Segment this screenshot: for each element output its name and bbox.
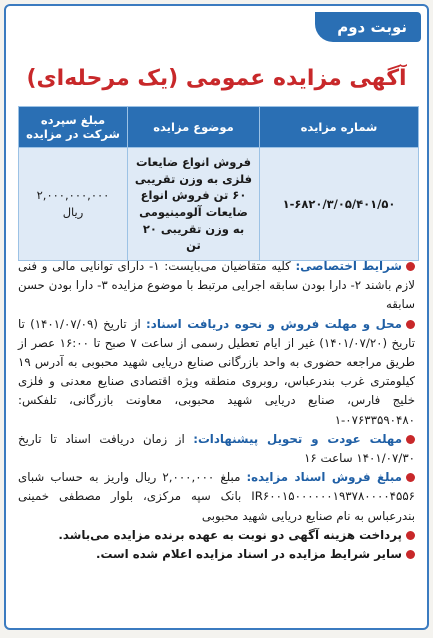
price-text: مبلغ ۲,۰۰۰,۰۰۰ ریال واریز به حساب شبای IR۶۰۰۱۵۰۰۰۰۰۰۱۹۳۷۸۰۰۰۰۴۵۵۶ بانک سپه مرکزی، بلوار مصطفی خمینی بندرعباس به نام صنایع دریایی شهید محبوبی <box>18 470 415 523</box>
table-row <box>19 148 419 261</box>
table-header-row <box>19 107 419 148</box>
cell-auction-number: ۱-۶۸۲۰/۳/۰۵/۴۰۱/۵۰ <box>260 148 419 261</box>
conditions-paragraph <box>18 257 415 315</box>
notice-body <box>18 257 415 564</box>
price-paragraph <box>18 468 415 526</box>
bullet-icon <box>406 531 415 540</box>
cell-deposit <box>19 148 128 261</box>
return-text: از زمان دریافت اسناد تا تاریخ ۱۴۰۱/۰۷/۳۰ ساعت ۱۶ <box>18 431 415 466</box>
conditions-text: کلیه متقاضیان می‌بایست: ۱- دارای توانایی مالی و فنی لازم باشند ۲- دارا بودن سابقه اجرایی مرتبط با موضوع مزایده ۳- دارا بودن حسن سابقه <box>18 259 415 312</box>
publication-round-badge: نوبت دوم <box>315 12 421 42</box>
notice-title: آگهی مزایده عمومی (یک مرحله‌ای) <box>26 66 407 91</box>
cost-text: پرداخت هزینه آگهی دو نوبت به عهده برنده مزایده می‌باشد. <box>58 527 402 542</box>
other-text: سایر شرایط مزایده در اسناد مزایده اعلام شده است. <box>96 547 402 562</box>
bullet-icon <box>406 550 415 559</box>
return-paragraph <box>18 430 415 468</box>
auction-info-table <box>18 106 419 261</box>
deposit-amount: ۲,۰۰۰,۰۰۰,۰۰۰ <box>36 188 110 203</box>
place-paragraph <box>18 315 415 430</box>
conditions-heading: شرایط اختصاصی: <box>295 259 403 273</box>
price-heading: مبلغ فروش اسناد مزایده: <box>246 470 402 485</box>
notice-page <box>4 4 429 630</box>
header-auction-number: شماره مزایده <box>260 107 419 148</box>
bullet-icon <box>406 262 415 271</box>
place-heading: محل و مهلت فروش و نحوه دریافت اسناد: <box>146 316 402 331</box>
cost-paragraph <box>18 526 415 545</box>
bullet-icon <box>406 320 415 329</box>
return-heading: مهلت عودت و تحویل پیشنهادات: <box>193 431 402 446</box>
header-deposit: مبلغ سپرده شرکت در مزایده <box>19 107 128 148</box>
header-auction-subject: موضوع مزایده <box>128 107 260 148</box>
bullet-icon <box>406 473 415 482</box>
other-paragraph <box>18 545 415 564</box>
bullet-icon <box>406 435 415 444</box>
place-text: از تاریخ (۱۴۰۱/۰۷/۰۹) تا تاریخ (۱۴۰۱/۰۷/۲۰) غیر از ایام تعطیل رسمی از ساعت ۷ صبح تا ۱۶:۰۰ عصر از طریق مراجعه حضوری به واحد بازرگانی صنایع دریایی شهید محبوبی به آدرس ۱۹ کیلومتری غرب بندرعباس، روبروی منطقه ویژه اقتصادی صنایع معدنی و فلزی خلیج فارس، صنایع دریایی شهید محبوبی، معاونت بازرگانی، تلفکس: ۰۷۶۳۳۵۹۰۴۸۰-۱ <box>18 316 416 427</box>
deposit-unit: ریال <box>62 205 84 220</box>
cell-auction-subject: فروش انواع ضایعات فلزی به وزن تقریبی ۶۰ تن فروش انواع ضایعات آلومینیومی به وزن تقریبی ۲۰ تن <box>128 148 260 261</box>
